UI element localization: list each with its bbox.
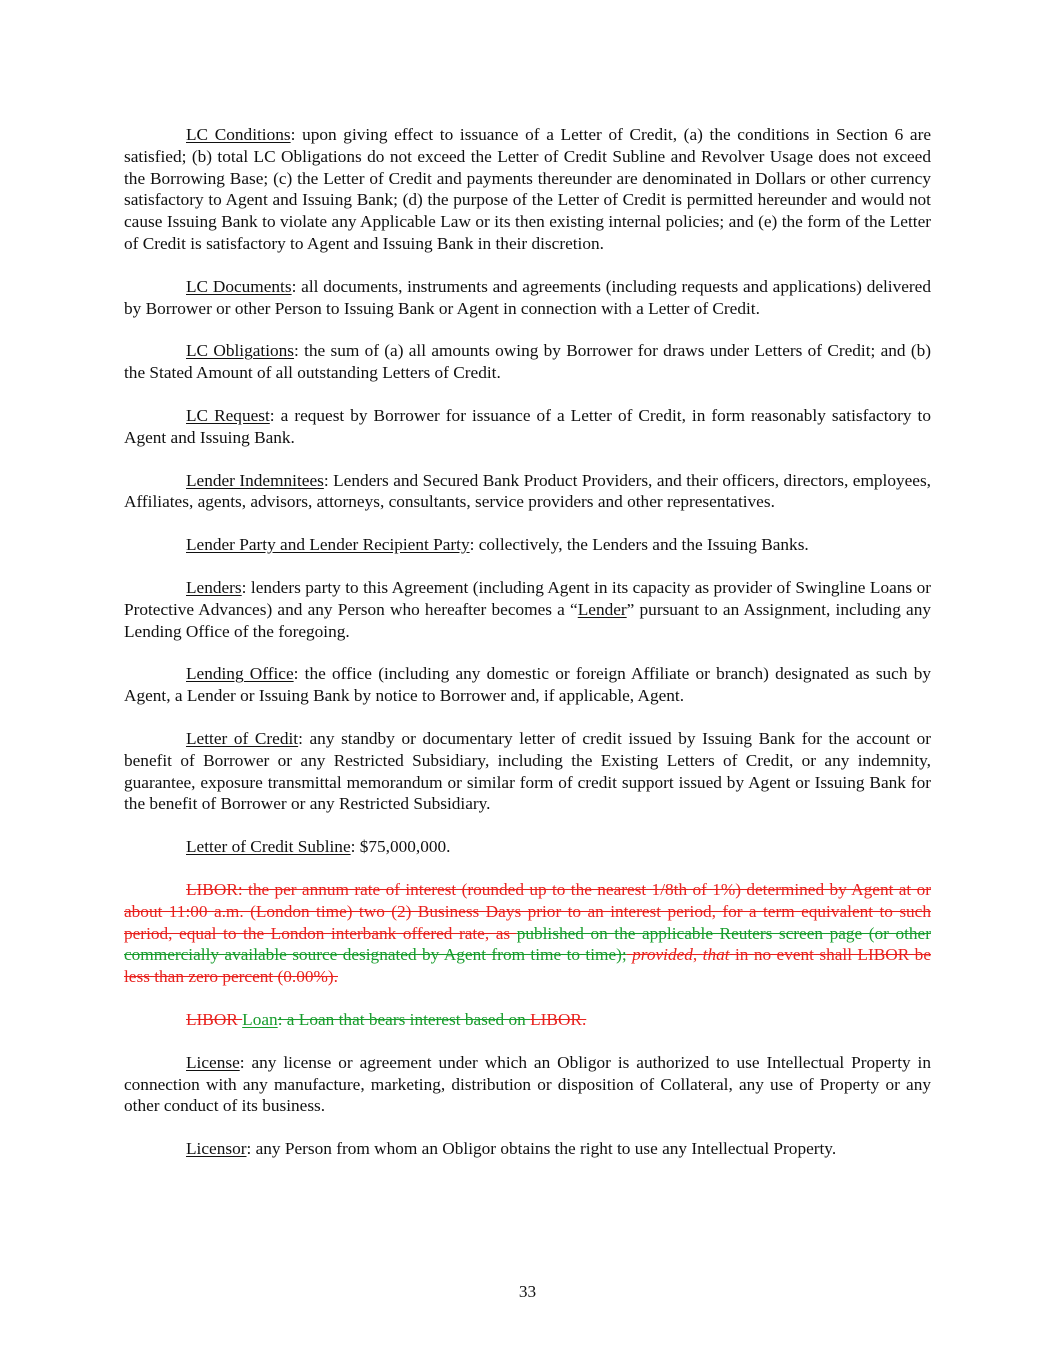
defined-term: Letter of Credit xyxy=(186,728,299,748)
definition-text: : $75,000,000. xyxy=(350,837,451,857)
definition-text: ” pursuant to an Assignment, including any Lending Office of the foregoing. xyxy=(124,599,931,641)
definition-letter-of-credit-subline xyxy=(124,836,931,858)
defined-term: Lenders xyxy=(186,577,242,597)
definition-lending-office xyxy=(124,663,931,707)
defined-term: LC Request xyxy=(186,405,270,425)
defined-term: LC Obligations xyxy=(186,341,295,361)
definition-text: : collectively, the Lenders and the Issuing Banks. xyxy=(469,535,809,555)
definition-text: : the office (including any domestic or foreign Affiliate or branch) designated as such by Agent, a Lender or Issuing Bank by notice to Borrower and, if applicable, Agent. xyxy=(124,664,931,706)
deleted-term: LIBOR xyxy=(186,1009,243,1029)
inline-defined-term: Lender xyxy=(577,599,627,619)
definitions-list xyxy=(124,124,931,1181)
definition-text: : any license or agreement under which an Obligor is authorized to use Intellectual Property in connection with any manufacture, marketing, distribution or disposition of Collateral, any use of Property or any other conduct of its business. xyxy=(124,1052,931,1116)
definition-text: : upon giving effect to issuance of a Letter of Credit, (a) the conditions in Section 6 are satisfied; (b) total LC Obligations do not exceed the Letter of Credit Subline and Revolver Usage does not exceed the Borrowing Base; (c) the Letter of Credit and payments thereunder are denominated in Dollars or other currency satisfactory to Agent and Issuing Bank; (d) the purpose of the Letter of Credit is permitted hereunder and would not cause Issuing Bank to violate any Applicable Law or its then existing internal policies; and (e) the form of the Letter of Credit is satisfactory to Agent and Issuing Bank in their discretion. xyxy=(124,125,931,253)
definition-text: : lenders party to this Agreement (including Agent in its capacity as provider of Swingline Loans or Protective Advances) and any Person who hereafter becomes a “ xyxy=(124,577,931,619)
definition-lc-conditions xyxy=(124,124,931,255)
page-number: 33 xyxy=(518,1282,537,1301)
defined-term: Licensor xyxy=(186,1139,247,1159)
deleted-term: LIBOR xyxy=(186,879,238,899)
definition-letter-of-credit xyxy=(124,728,931,815)
definition-lc-request xyxy=(124,405,931,449)
definition-text: : a request by Borrower for issuance of a Letter of Credit, in form reasonably satisfactory to Agent and Issuing Bank. xyxy=(124,405,932,447)
inserted-term: Loan xyxy=(242,1009,278,1029)
moved-deleted-text: published on the applicable Reuters screen page (or other commercially available source designated by Agent from time to time); xyxy=(124,923,931,965)
definition-text: : any standby or documentary letter of credit issued by Issuing Bank for the account or benefit of Borrower or any Restricted Subsidiary, including the Existing Letters of Credit, or any indemnity, guarantee, exposure transmittal memorandum or similar form of credit support issued by Agent or Issuing Bank for the benefit of Borrower or any Restricted Subsidiary. xyxy=(124,728,931,814)
definition-lc-documents xyxy=(124,276,931,320)
definition-libor-loan-deleted xyxy=(124,1009,931,1031)
definition-license xyxy=(124,1052,931,1117)
defined-term: Letter of Credit Subline xyxy=(186,837,351,857)
deleted-italic-provided: provided xyxy=(632,945,693,965)
defined-term: Lender Party and Lender Recipient Party xyxy=(186,535,470,555)
definition-lender-party xyxy=(124,534,931,556)
moved-deleted-text: : a Loan that bears interest based on xyxy=(277,1009,531,1029)
definition-lc-obligations xyxy=(124,340,931,384)
deleted-text: LIBOR. xyxy=(530,1009,587,1029)
definition-text: : all documents, instruments and agreements (including requests and applications) delivered by Borrower or other Person to Issuing Bank or Agent in connection with a Letter of Credit. xyxy=(124,276,931,318)
defined-term: Lending Office xyxy=(186,664,294,684)
defined-term: LC Conditions xyxy=(186,125,291,144)
definition-licensor xyxy=(124,1138,931,1160)
definition-lender-indemnitees xyxy=(124,470,931,514)
defined-term: LC Documents xyxy=(186,276,292,296)
deleted-comma: , xyxy=(692,945,703,965)
deleted-text: in no event shall LIBOR be less than zero percent (0.00%). xyxy=(124,945,931,987)
defined-term: License xyxy=(186,1052,240,1072)
deleted-italic-that: that xyxy=(702,945,730,965)
defined-term: Lender Indemnitees xyxy=(186,470,324,490)
deleted-text: : the per annum rate of interest (rounded up to the nearest 1/8th of 1%) determined by Agent at or about 11:00 a.m. (London time) two (2) Business Days prior to an interest period, for a term equivalent to such period, equal to the London interbank offered rate, as xyxy=(124,879,931,943)
definition-text: : the sum of (a) all amounts owing by Borrower for draws under Letters of Credit; and (b) the Stated Amount of all outstanding Letters of Credit. xyxy=(124,341,931,383)
definition-text: : any Person from whom an Obligor obtains the right to use any Intellectual Property. xyxy=(246,1139,837,1159)
definition-text: : Lenders and Secured Bank Product Providers, and their officers, directors, employees, Affiliates, agents, advisors, attorneys, consultants, service providers and other representatives. xyxy=(124,470,931,512)
definition-libor-deleted xyxy=(124,879,931,988)
definition-lenders xyxy=(124,577,931,642)
